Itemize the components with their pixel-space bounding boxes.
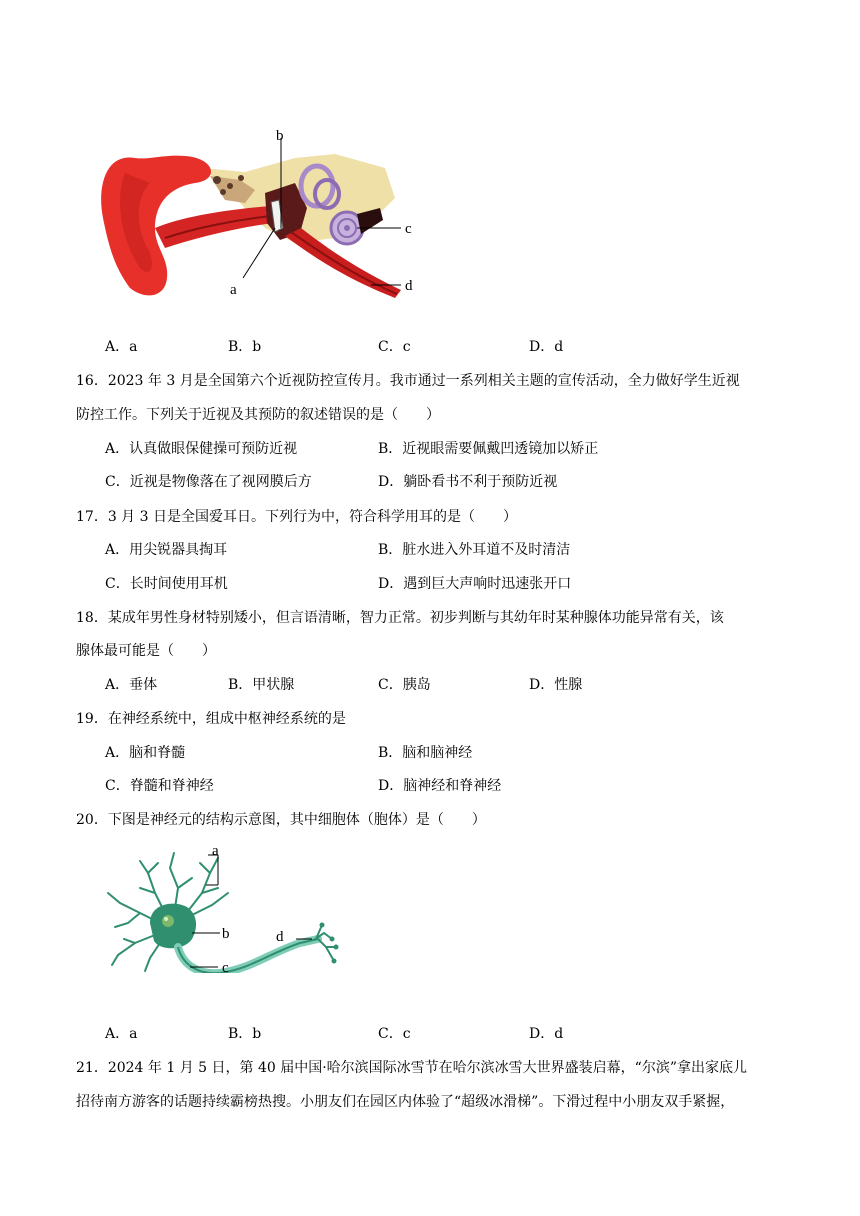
- q15-option-a[interactable]: A．a: [105, 339, 138, 355]
- q19-option-b[interactable]: B．脑和脑神经: [378, 745, 473, 761]
- q16-option-b[interactable]: B．近视眼需要佩戴凹透镜加以矫正: [378, 441, 599, 457]
- q17-option-b[interactable]: B．脏水进入外耳道不及时清洁: [378, 542, 571, 558]
- q17-option-d[interactable]: D．遇到巨大声响时迅速张开口: [378, 576, 572, 592]
- q17-option-c[interactable]: C．长时间使用耳机: [105, 576, 228, 592]
- q16-stem-line1: 16．2023 年 3 月是全国第六个近视防控宣传月。我市通过一系列相关主题的宣传活动，全力做好学生近视: [76, 373, 740, 389]
- ear-label-c: c: [405, 221, 412, 237]
- q16-option-d[interactable]: D．躺卧看书不利于预防近视: [378, 474, 558, 490]
- q18-option-b[interactable]: B．甲状腺: [228, 677, 295, 693]
- ear-label-a: a: [230, 282, 237, 298]
- ear-diagram: [95, 128, 425, 308]
- q20-option-d[interactable]: D．d: [529, 1026, 564, 1042]
- q20-stem: 20．下图是神经元的结构示意图，其中细胞体（胞体）是（ ）: [76, 812, 486, 828]
- ear-label-b: b: [276, 128, 284, 144]
- neuron-label-b: b: [222, 926, 230, 942]
- neuron-label-a: a: [212, 843, 219, 859]
- neuron-diagram: [100, 843, 350, 973]
- neuron-label-d: d: [276, 929, 284, 945]
- q18-stem-line1: 18．某成年男性身材特别矮小，但言语清晰，智力正常。初步判断与其幼年时某种腺体功能异常有关，该: [76, 610, 724, 626]
- q16-stem-line2: 防控工作。下列关于近视及其预防的叙述错误的是（ ）: [76, 407, 440, 423]
- q20-option-a[interactable]: A．a: [105, 1026, 138, 1042]
- q19-stem: 19．在神经系统中，组成中枢神经系统的是: [76, 711, 346, 727]
- q18-option-d[interactable]: D．性腺: [529, 677, 583, 693]
- q15-option-b[interactable]: B．b: [228, 339, 262, 355]
- q17-option-a[interactable]: A．用尖锐器具掏耳: [105, 542, 228, 558]
- ear-label-d: d: [405, 278, 413, 294]
- nucleus: [162, 915, 174, 927]
- neuron-label-c: c: [222, 960, 229, 973]
- q21-line2: 招待南方游客的话题持续霸榜热搜。小朋友们在园区内体验了“超级冰滑梯”。下滑过程中小朋友双手紧握，: [76, 1094, 735, 1110]
- ear-canal: [155, 206, 273, 248]
- q16-option-a[interactable]: A．认真做眼保健操可预防近视: [105, 441, 298, 457]
- q18-option-a[interactable]: A．垂体: [105, 677, 158, 693]
- q20-option-c[interactable]: C．c: [378, 1026, 411, 1042]
- q18-stem-line2: 腺体最可能是（ ）: [76, 643, 216, 659]
- q19-option-c[interactable]: C．脊髓和脊神经: [105, 778, 214, 794]
- q17-stem: 17．3 月 3 日是全国爱耳日。下列行为中，符合科学用耳的是（ ）: [76, 509, 517, 525]
- cell-body: [150, 904, 196, 949]
- q18-option-c[interactable]: C．胰岛: [378, 677, 431, 693]
- q20-option-b[interactable]: B．b: [228, 1026, 262, 1042]
- q15-option-d[interactable]: D．d: [529, 339, 564, 355]
- q15-option-c[interactable]: C．c: [378, 339, 411, 355]
- q19-option-a[interactable]: A．脑和脊髓: [105, 745, 186, 761]
- q19-option-d[interactable]: D．脑神经和脊神经: [378, 778, 502, 794]
- q21-line1: 21．2024 年 1 月 5 日，第 40 届中国·哈尔滨国际冰雪节在哈尔滨冰雪大世界盛装启幕，“尔滨”拿出家底儿: [76, 1060, 747, 1076]
- q16-option-c[interactable]: C．近视是物像落在了视网膜后方: [105, 474, 312, 490]
